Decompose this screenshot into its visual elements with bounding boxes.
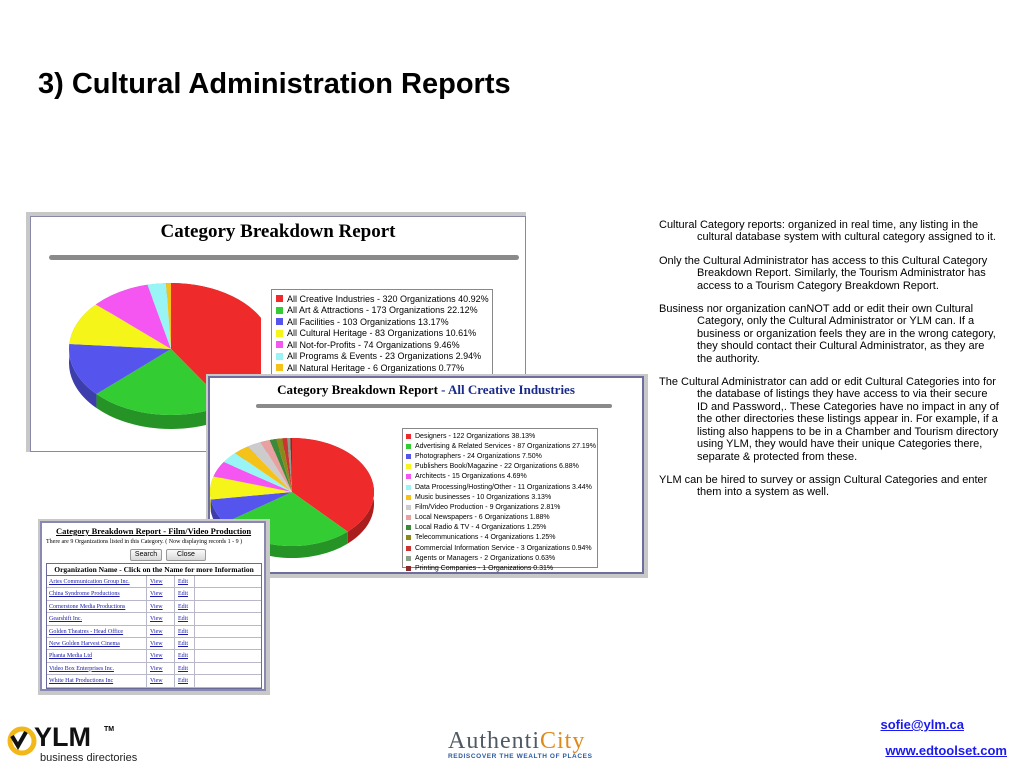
edit-link[interactable]: Edit: [175, 626, 195, 637]
view-link[interactable]: View: [147, 576, 175, 587]
ylm-logo-name: YLM: [34, 722, 91, 752]
description-paragraph-2: Only the Cultural Administrator has access to this Cultural Category Breakdown Report. Similarly, the Tourism Administrator has access to a Tourism Category Breakdown Report.: [659, 254, 988, 292]
organization-name-link[interactable]: White Hat Productions Inc: [47, 675, 147, 686]
report-creative-legend-swatch: [406, 474, 411, 479]
report-main-legend-label: All Facilities - 103 Organizations 13.17%: [287, 316, 449, 327]
organization-name-link[interactable]: Video Box Enterprises Inc.: [47, 663, 147, 674]
view-link[interactable]: View: [147, 626, 175, 637]
ylm-logo-tm: TM: [104, 726, 115, 733]
report-main-divider: [49, 255, 519, 260]
report-creative-legend-item: [406, 482, 594, 492]
website-link[interactable]: www.edtoolset.com: [885, 743, 1007, 758]
report-film-panel: [40, 521, 266, 691]
table-cell-empty: [195, 601, 261, 612]
report-creative-legend-item: [406, 431, 594, 441]
report-creative-legend-swatch: [406, 535, 411, 540]
report-main-legend-item: [276, 351, 488, 363]
report-creative-legend-swatch: [406, 556, 411, 561]
report-creative-legend-swatch: [406, 434, 411, 439]
report-main-legend-item: [276, 293, 488, 305]
report-creative-legend-swatch: [406, 525, 411, 530]
organization-table-body: [47, 576, 261, 688]
report-creative-legend-swatch: [406, 444, 411, 449]
report-creative-legend-item: [406, 492, 594, 502]
report-creative-legend-label: Designers - 122 Organizations 38.13%: [415, 432, 536, 440]
edit-link[interactable]: Edit: [175, 650, 195, 661]
report-film-title: Category Breakdown Report - Film/Video Production: [56, 526, 252, 536]
report-main-title: Category Breakdown Report: [160, 221, 396, 242]
report-creative-legend-swatch: [406, 485, 411, 490]
report-creative-divider: [256, 404, 612, 408]
organization-name-link[interactable]: China Syndrome Productions: [47, 588, 147, 599]
report-creative-legend-item: [406, 553, 594, 563]
report-main-legend-item: [276, 339, 488, 351]
authenticity-word-city: City: [540, 728, 586, 754]
report-film-note: There are 9 Organizations listed in this Category. ( Now displaying records 1 - 9 ): [46, 539, 243, 545]
report-creative-title: [210, 382, 642, 398]
report-main-legend-swatch: [276, 330, 283, 337]
report-creative-legend-item: [406, 441, 594, 451]
report-creative-title-main: Category Breakdown Report: [277, 382, 438, 397]
report-creative-legend-label: Local Radio & TV - 4 Organizations 1.25%: [415, 524, 547, 532]
report-creative-legend-label: Commercial Information Service - 3 Organizations 0.94%: [415, 544, 592, 552]
report-main-legend: [271, 289, 493, 379]
report-main-legend-label: All Programs & Events - 23 Organizations 2.94%: [287, 351, 482, 362]
report-creative-legend-item: [406, 462, 594, 472]
report-creative-legend-label: Advertising & Related Services - 87 Organizations 27.19%: [415, 442, 596, 450]
organization-name-link[interactable]: Phanta Media Ltd: [47, 650, 147, 661]
report-creative-legend-label: Film/Video Production - 9 Organizations 2.81%: [415, 503, 561, 511]
table-cell-empty: [195, 613, 261, 624]
report-creative-legend-label: Music businesses - 10 Organizations 3.13%: [415, 493, 552, 501]
report-creative-legend-item: [406, 523, 594, 533]
organization-name-link[interactable]: Aries Communication Group Inc.: [47, 576, 147, 587]
table-row: [47, 613, 261, 625]
report-main-legend-swatch: [276, 307, 283, 314]
view-link[interactable]: View: [147, 675, 175, 686]
report-creative-legend-label: Photographers - 24 Organizations 7.50%: [415, 452, 542, 460]
description-text: [659, 219, 999, 510]
report-creative-panel: [208, 376, 644, 574]
report-creative-legend-item: [406, 543, 594, 553]
view-link[interactable]: View: [147, 601, 175, 612]
report-creative-title-sub: - All Creative Industries: [437, 382, 575, 397]
table-cell-empty: [195, 576, 261, 587]
table-row: [47, 663, 261, 675]
table-row: [47, 675, 261, 687]
table-cell-empty: [195, 588, 261, 599]
report-creative-legend-label: Local Newspapers - 6 Organizations 1.88%: [415, 514, 550, 522]
report-main-legend-label: All Not-for-Profits - 74 Organizations 9.46%: [287, 339, 460, 350]
table-cell-empty: [195, 626, 261, 637]
authenticity-word-prefix: Authenti: [448, 728, 540, 754]
view-link[interactable]: View: [147, 650, 175, 661]
report-creative-legend-swatch: [406, 454, 411, 459]
organization-name-link[interactable]: New Golden Harvest Cinema: [47, 638, 147, 649]
description-paragraph-3: Business nor organization canNOT add or edit their own Cultural Category, only the Cultural Administrator or YLM can. If a business or organization feels they are in the wrong category, they should contact their Cultural Administrator, as they are the authority.: [659, 303, 996, 365]
report-creative-legend-item: [406, 533, 594, 543]
view-link[interactable]: View: [147, 613, 175, 624]
slide-title: 3) Cultural Administration Reports: [38, 68, 511, 100]
report-main-legend-label: All Cultural Heritage - 83 Organizations 10.61%: [287, 328, 477, 339]
table-cell-empty: [195, 650, 261, 661]
report-main-legend-label: All Creative Industries - 320 Organizations 40.92%: [287, 293, 489, 304]
report-creative-legend-label: Agents or Managers - 2 Organizations 0.63%: [415, 554, 556, 562]
ylm-logo: [6, 724, 166, 768]
report-main-legend-label: All Natural Heritage - 6 Organizations 0.77%: [287, 362, 465, 373]
view-link[interactable]: View: [147, 638, 175, 649]
authenticity-logo: [448, 728, 618, 768]
edit-link[interactable]: Edit: [175, 638, 195, 649]
description-paragraph-1: Cultural Category reports: organized in real time, any listing in the cultural database system with cultural category assigned to it.: [659, 219, 996, 244]
edit-link[interactable]: Edit: [175, 588, 195, 599]
report-creative-legend-swatch: [406, 546, 411, 551]
organization-table-header: Organization Name - Click on the Name for more Information: [47, 564, 261, 576]
report-creative-legend-label: Printing Companies - 1 Organizations 0.31%: [415, 565, 554, 573]
report-creative-legend-item: [406, 472, 594, 482]
view-link[interactable]: View: [147, 663, 175, 674]
report-creative-legend-label: Publishers Book/Magazine - 22 Organizations 6.88%: [415, 463, 579, 471]
report-creative-legend-item: [406, 563, 594, 573]
table-row: [47, 601, 261, 613]
table-row: [47, 626, 261, 638]
report-main-legend-item: [276, 362, 488, 374]
table-row: [47, 576, 261, 588]
report-main-legend-swatch: [276, 318, 283, 325]
report-creative-legend-swatch: [406, 464, 411, 469]
report-creative-legend-label: Telecommunications - 4 Organizations 1.25%: [415, 534, 556, 542]
edit-link[interactable]: Edit: [175, 663, 195, 674]
organization-name-link[interactable]: Cornerstone Media Productions: [47, 601, 147, 612]
view-link[interactable]: View: [147, 588, 175, 599]
report-creative-legend: [402, 428, 598, 573]
table-cell-empty: [195, 675, 261, 686]
search-button[interactable]: Search: [130, 549, 162, 561]
edit-link[interactable]: Edit: [175, 576, 195, 587]
organization-name-link[interactable]: Gearshift Inc.: [47, 613, 147, 624]
report-creative-legend-swatch: [406, 566, 411, 571]
edit-link[interactable]: Edit: [175, 613, 195, 624]
close-button[interactable]: Close: [166, 549, 206, 561]
report-creative-legend-swatch: [406, 515, 411, 520]
edit-link[interactable]: Edit: [175, 675, 195, 686]
table-row: [47, 650, 261, 662]
report-main-legend-swatch: [276, 364, 283, 371]
report-main-legend-swatch: [276, 341, 283, 348]
report-main-legend-item: [276, 305, 488, 317]
authenticity-tagline: REDISCOVER THE WEALTH OF PLACES: [448, 753, 593, 760]
report-creative-legend-label: Data Processing/Hosting/Other - 11 Organizations 3.44%: [415, 483, 592, 491]
table-cell-empty: [195, 638, 261, 649]
report-main-legend-item: [276, 328, 488, 340]
report-creative-legend-item: [406, 513, 594, 523]
table-cell-empty: [195, 663, 261, 674]
description-paragraph-5: YLM can be hired to survey or assign Cultural Categories and enter them into a system as well.: [659, 473, 988, 499]
report-creative-legend-swatch: [406, 495, 411, 500]
report-creative-legend-label: Architects - 15 Organizations 4.69%: [415, 473, 527, 481]
table-row: [47, 588, 261, 600]
email-link[interactable]: sofie@ylm.ca: [880, 717, 964, 732]
organization-name-link[interactable]: Golden Theatres - Head Office: [47, 626, 147, 637]
authenticity-wordmark: [448, 728, 618, 755]
ylm-logo-tagline: business directories: [40, 752, 138, 764]
organization-table: [46, 563, 262, 689]
description-paragraph-4: The Cultural Administrator can add or edit Cultural Categories into for the database of listings they have access to via their secure ID and Password,. These Categories have no impact in any of the other directories these listings appear in. For example, if a listing also happens to be in a Chamber and Tourism directory using YLM, they would have their unique Categories there, separate & protected from these.: [659, 376, 999, 463]
report-creative-legend-item: [406, 502, 594, 512]
report-creative-legend-item: [406, 451, 594, 461]
report-main-legend-swatch: [276, 295, 283, 302]
table-row: [47, 638, 261, 650]
report-main-legend-label: All Art & Attractions - 173 Organizations 22.12%: [287, 305, 478, 316]
report-main-legend-item: [276, 316, 488, 328]
report-creative-legend-swatch: [406, 505, 411, 510]
report-main-legend-swatch: [276, 353, 283, 360]
edit-link[interactable]: Edit: [175, 601, 195, 612]
